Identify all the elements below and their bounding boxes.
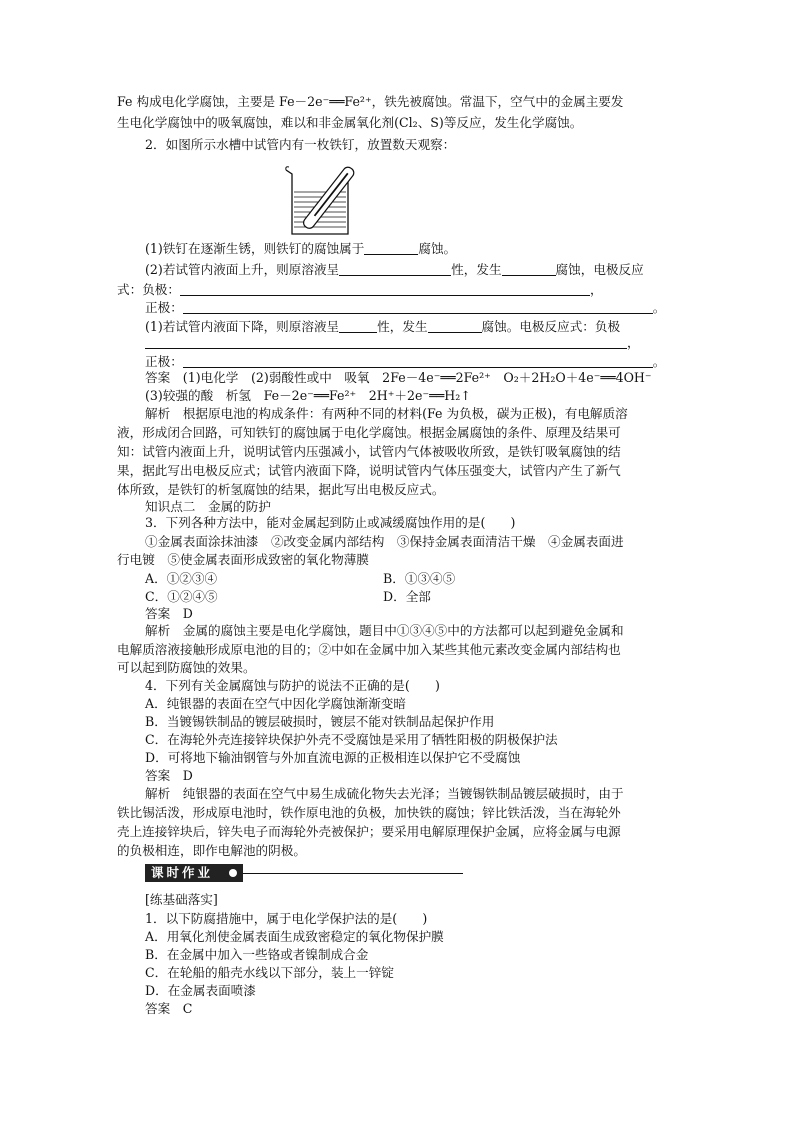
question-2-part-1: (1)铁钉在逐渐生锈，则铁钉的腐蚀属于 腐蚀。 <box>145 241 457 256</box>
subsection-heading: [练基础落实] <box>145 892 218 907</box>
answer-2-line-1: 答案 (1)电化学 (2)弱酸性或中 吸氧 2Fe－4e⁻══2Fe²⁺ O₂＋2H₂O＋4e⁻══4OH⁻ <box>145 370 652 385</box>
option-d: D．可将地下输油钢管与外加直流电源的正极相连以保护它不受腐蚀 <box>145 750 521 765</box>
answer-blank <box>502 262 556 276</box>
answer-2-line-2: (3)较强的酸 析氢 Fe－2e⁻══Fe²⁺ 2H⁺＋2e⁻══H₂↑ <box>145 388 471 403</box>
option-c: C．①②④⑤ <box>145 589 218 604</box>
beaker-test-tube-figure <box>282 164 358 238</box>
section-banner <box>145 864 463 882</box>
explanation-line: 铁比锡活泼，形成原电池时，铁作原电池的负极，加快铁的腐蚀；锌比铁活泼，当在海轮外 <box>117 805 621 820</box>
explanation-line: 可以起到防腐蚀的效果。 <box>117 660 256 675</box>
question-3-items: ①金属表面涂抹油漆 ②改变金属内部结构 ③保持金属表面清洁干燥 ④金属表面进 <box>145 534 624 549</box>
option-c: C．在轮船的船壳水线以下部分，装上一锌锭 <box>145 965 394 980</box>
question-2-part-3: (1)若试管内液面下降，则原溶液呈 性，发生 腐蚀。电极反应式：负极 <box>145 319 621 334</box>
explanation-line: 壳上连接锌块后，锌失电子而海轮外壳被保护；要采用电解原理保护金属，应将金属与电源 <box>117 824 621 839</box>
answer-blank <box>364 241 418 255</box>
question-2-part-2: (2)若试管内液面上升，则原溶液呈 性，发生 腐蚀，电极反应 <box>145 262 644 277</box>
knowledge-point-heading: 知识点二 金属的防护 <box>145 499 271 514</box>
option-b: B．①③④⑤ <box>383 571 456 586</box>
answer-blank <box>145 335 627 349</box>
section-rule <box>243 873 463 874</box>
answer-4: 答案 D <box>145 768 193 783</box>
option-a: A．用氧化剂使金属表面生成致密稳定的氧化物保护膜 <box>145 929 444 944</box>
question-2-part-2-anode: 式：负极： ， <box>117 282 603 297</box>
bullet-dot-icon <box>229 869 237 877</box>
question-2-stem: 2．如图所示水槽中试管内有一枚铁钉，放置数天观察： <box>145 137 456 152</box>
exercise-1-stem: 1．以下防腐措施中，属于电化学保护法的是( ) <box>145 911 428 926</box>
question-2-part-3-cathode: 正极： 。 <box>145 354 666 369</box>
answer-blank <box>339 319 377 333</box>
option-b: B．当镀锡铁制品的镀层破损时，镀层不能对铁制品起保护作用 <box>145 714 495 729</box>
answer-blank <box>183 354 653 368</box>
explanation-line: 电解质溶液接触形成原电池的目的；②中如在金属中加入某些其他元素改变金属内部结构也 <box>117 642 621 657</box>
question-3-stem: 3．下列各种方法中，能对金属起到防止或减缓腐蚀作用的是( ) <box>145 515 516 530</box>
explanation-line: 体所致，是铁钉的析氢腐蚀的结果，据此写出电极反应式。 <box>117 482 445 497</box>
option-d: D．全部 <box>383 589 431 604</box>
question-3-items: 行电镀 ⑤使金属表面形成致密的氧化物薄膜 <box>117 552 369 567</box>
explanation-line: 果，据此写出电极反应式；试管内液面下降，说明试管内气体压强变大，试管内产生了新气 <box>117 463 621 478</box>
answer-3: 答案 D <box>145 606 193 621</box>
option-c: C．在海轮外壳连接锌块保护外壳不受腐蚀是采用了牺牲阳极的阴极保护法 <box>145 732 558 747</box>
question-4-stem: 4．下列有关金属腐蚀与防护的说法不正确的是( ) <box>145 678 440 693</box>
explanation-line: 解析 纯银器的表面在空气中易生成硫化物失去光泽；当镀锡铁制品镀层破损时，由于 <box>145 786 624 801</box>
text-line: 生电化学腐蚀中的吸氧腐蚀，难以和非金属氧化剂(Cl₂、S)等反应，发生化学腐蚀。 <box>117 115 583 130</box>
answer-exercise-1: 答案 C <box>145 1001 193 1016</box>
explanation-line: 知：试管内液面上升，说明试管内压强减小，试管内气体被吸收所致，是铁钉吸氧腐蚀的结 <box>117 444 621 459</box>
question-2-part-2-cathode: 正极： 。 <box>145 300 666 315</box>
option-a: A．纯银器的表面在空气中因化学腐蚀渐渐变暗 <box>145 696 406 711</box>
answer-blank <box>339 262 451 276</box>
option-b: B．在金属中加入一些铬或者镍制成合金 <box>145 947 369 962</box>
question-2-part-3-anode: ， <box>145 334 640 352</box>
section-title: 课时作业 <box>145 864 243 882</box>
explanation-line: 的负极相连，即作电解池的阴极。 <box>117 843 306 858</box>
explanation-line: 液，形成闭合回路，可知铁钉的腐蚀属于电化学腐蚀。根据金属腐蚀的条件、原理及结果可 <box>117 425 621 440</box>
answer-blank <box>428 319 482 333</box>
option-a: A．①②③④ <box>145 571 218 586</box>
text-line: Fe 构成电化学腐蚀，主要是 Fe－2e⁻══Fe²⁺，铁先被腐蚀。常温下，空气中的金属主要发 <box>117 94 624 109</box>
option-d: D．在金属表面喷漆 <box>145 983 256 998</box>
explanation-line: 解析 根据原电池的构成条件：有两种不同的材料(Fe 为负极，碳为正极)，有电解质溶 <box>145 406 628 421</box>
answer-blank <box>180 282 590 296</box>
explanation-line: 解析 金属的腐蚀主要是电化学腐蚀，题目中①③④⑤中的方法都可以起到避免金属和 <box>145 623 624 638</box>
answer-blank <box>183 300 653 314</box>
